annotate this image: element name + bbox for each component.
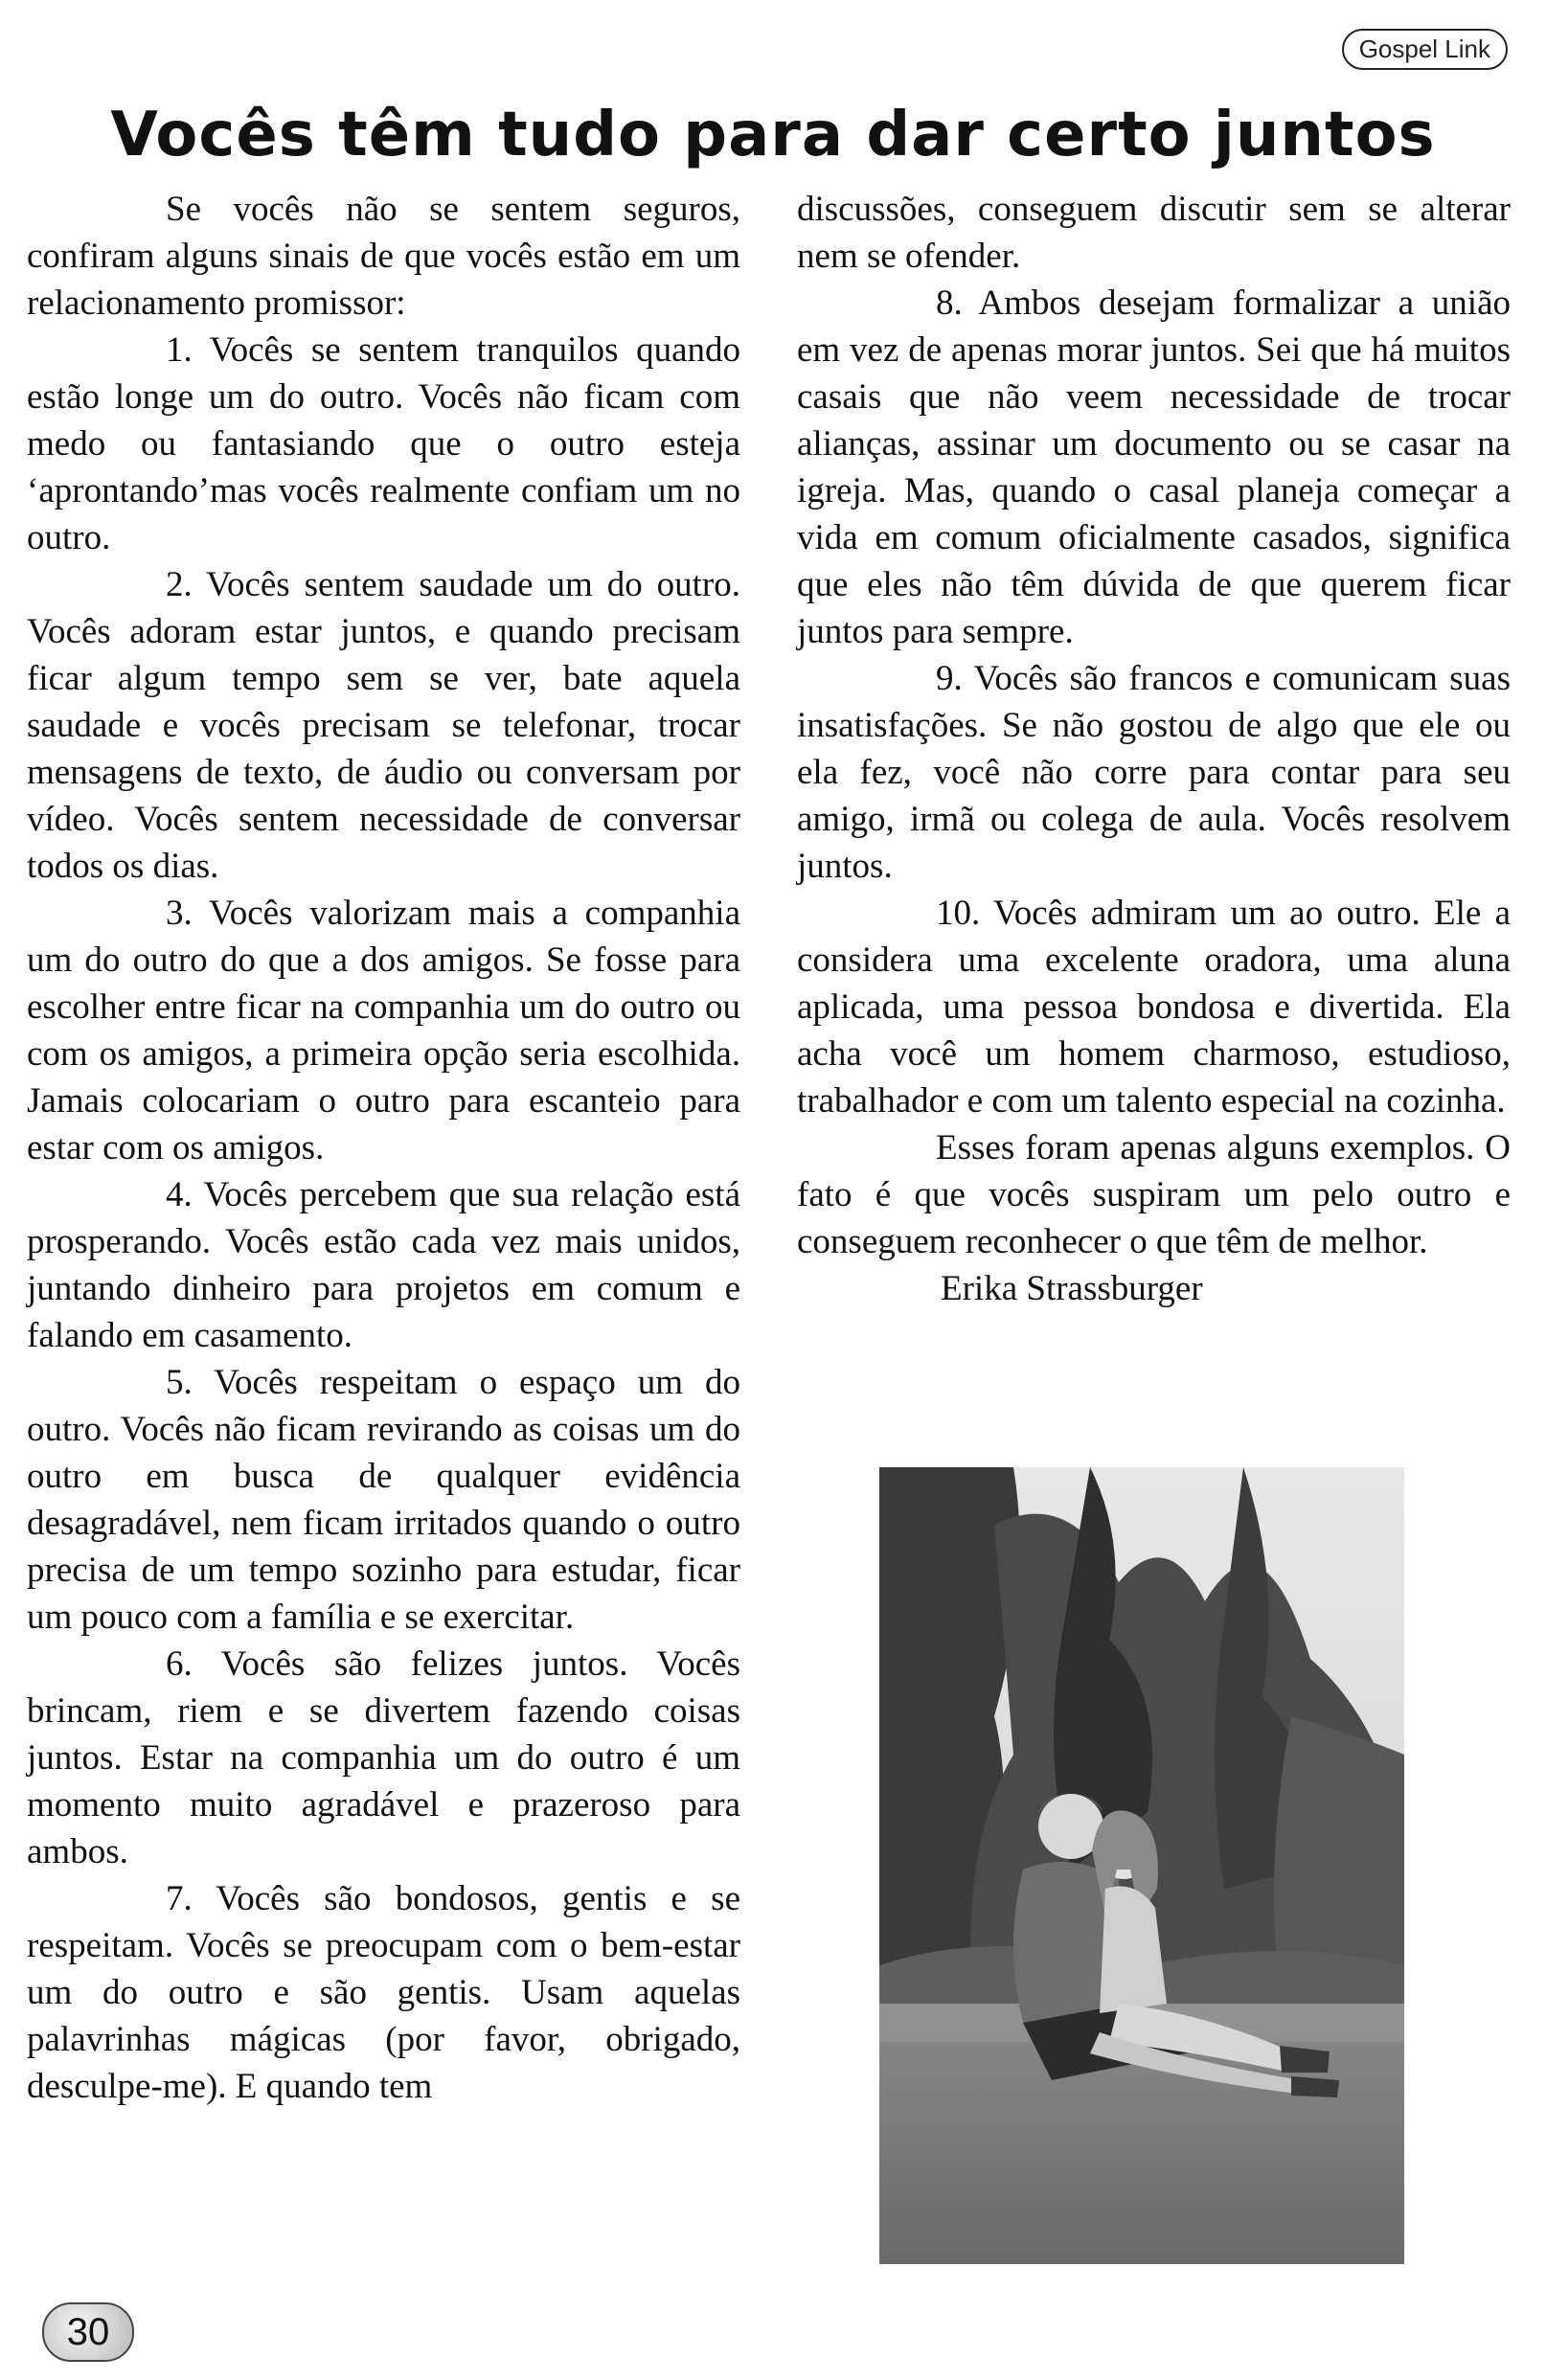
page-number: 30 (42, 2302, 134, 2362)
couple-photo (879, 1467, 1404, 2264)
author-signature: Erika Strassburger (941, 1269, 1203, 1308)
paragraph-conclusion: Esses foram apenas alguns exemplos. O fato é que vocês suspiram um pelo outro e conseguem reconhecer o que têm de melhor. (797, 1128, 1511, 1261)
paragraph-item-3: 3. Vocês valorizam mais a companhia um do outro do que a dos amigos. Se fosse para escolher entre ficar na companhia um do outro ou com os amigos, a primeira opção seria escolhida. Jamais colocariam o outro para escanteio para estar com os amigos. (27, 894, 740, 1167)
magazine-brand-badge: Gospel Link (1342, 29, 1508, 70)
article-title: Vocês têm tudo para dar certo juntos (110, 100, 1436, 170)
paragraph-intro: Se vocês não se sentem seguros, confiram alguns sinais de que vocês estão em um relacionamento promissor: (27, 190, 740, 323)
paragraph-item-7-continued: discussões, conseguem discutir sem se alterar nem se ofender. (797, 190, 1511, 276)
paragraph-item-8: 8. Ambos desejam formalizar a união em vez de apenas morar juntos. Sei que há muitos casais que não veem necessidade de trocar alianças, assinar um documento ou se casar na igreja. Mas, quando o casal planeja começar a vida em comum oficialmente casados, significa que eles não têm dúvida de que querem ficar juntos para sempre. (797, 283, 1511, 651)
paragraph-item-5: 5. Vocês respeitam o espaço um do outro. Vocês não ficam revirando as coisas um do outro em busca de qualquer evidência desagradável, nem ficam irritados quando o outro precisa de um tempo sozinho para estudar, ficar um pouco com a família e se exercitar. (27, 1363, 740, 1637)
article-left-column (27, 186, 740, 2110)
paragraph-item-6: 6. Vocês são felizes juntos. Vocês brincam, riem e se divertem fazendo coisas juntos. Estar na companhia um do outro é um momento muito agradável e prazeroso para ambos. (27, 1644, 740, 1871)
article-right-column (797, 186, 1511, 1312)
paragraph-item-4: 4. Vocês percebem que sua relação está prosperando. Vocês estão cada vez mais unidos, juntando dinheiro para projetos em comum e falando em casamento. (27, 1175, 740, 1355)
paragraph-item-9: 9. Vocês são francos e comunicam suas insatisfações. Se não gostou de algo que ele ou ela fez, você não corre para contar para seu amigo, irmã ou colega de aula. Vocês resolvem juntos. (797, 659, 1511, 886)
couple-photo-illustration (879, 1467, 1404, 2264)
paragraph-item-10: 10. Vocês admiram um ao outro. Ele a considera uma excelente oradora, uma aluna aplicada, uma pessoa bondosa e divertida. Ela acha você um homem charmoso, estudioso, trabalhador e com um talento especial na cozinha. (797, 894, 1511, 1121)
paragraph-item-2: 2. Vocês sentem saudade um do outro. Vocês adoram estar juntos, e quando precisam ficar algum tempo sem se ver, bate aquela saudade e vocês precisam se telefonar, trocar mensagens de texto, de áudio ou conversam por vídeo. Vocês sentem necessidade de conversar todos os dias. (27, 565, 740, 886)
paragraph-item-7: 7. Vocês são bondosos, gentis e se respeitam. Vocês se preocupam com o bem-estar um do outro e são gentis. Usam aquelas palavrinhas mágicas (por favor, obrigado, desculpe-me). E quando tem (27, 1879, 740, 2106)
paragraph-item-1: 1. Vocês se sentem tranquilos quando estão longe um do outro. Vocês não ficam com medo ou fantasiando que o outro esteja ‘aprontando’mas vocês realmente confiam um no outro. (27, 330, 740, 557)
